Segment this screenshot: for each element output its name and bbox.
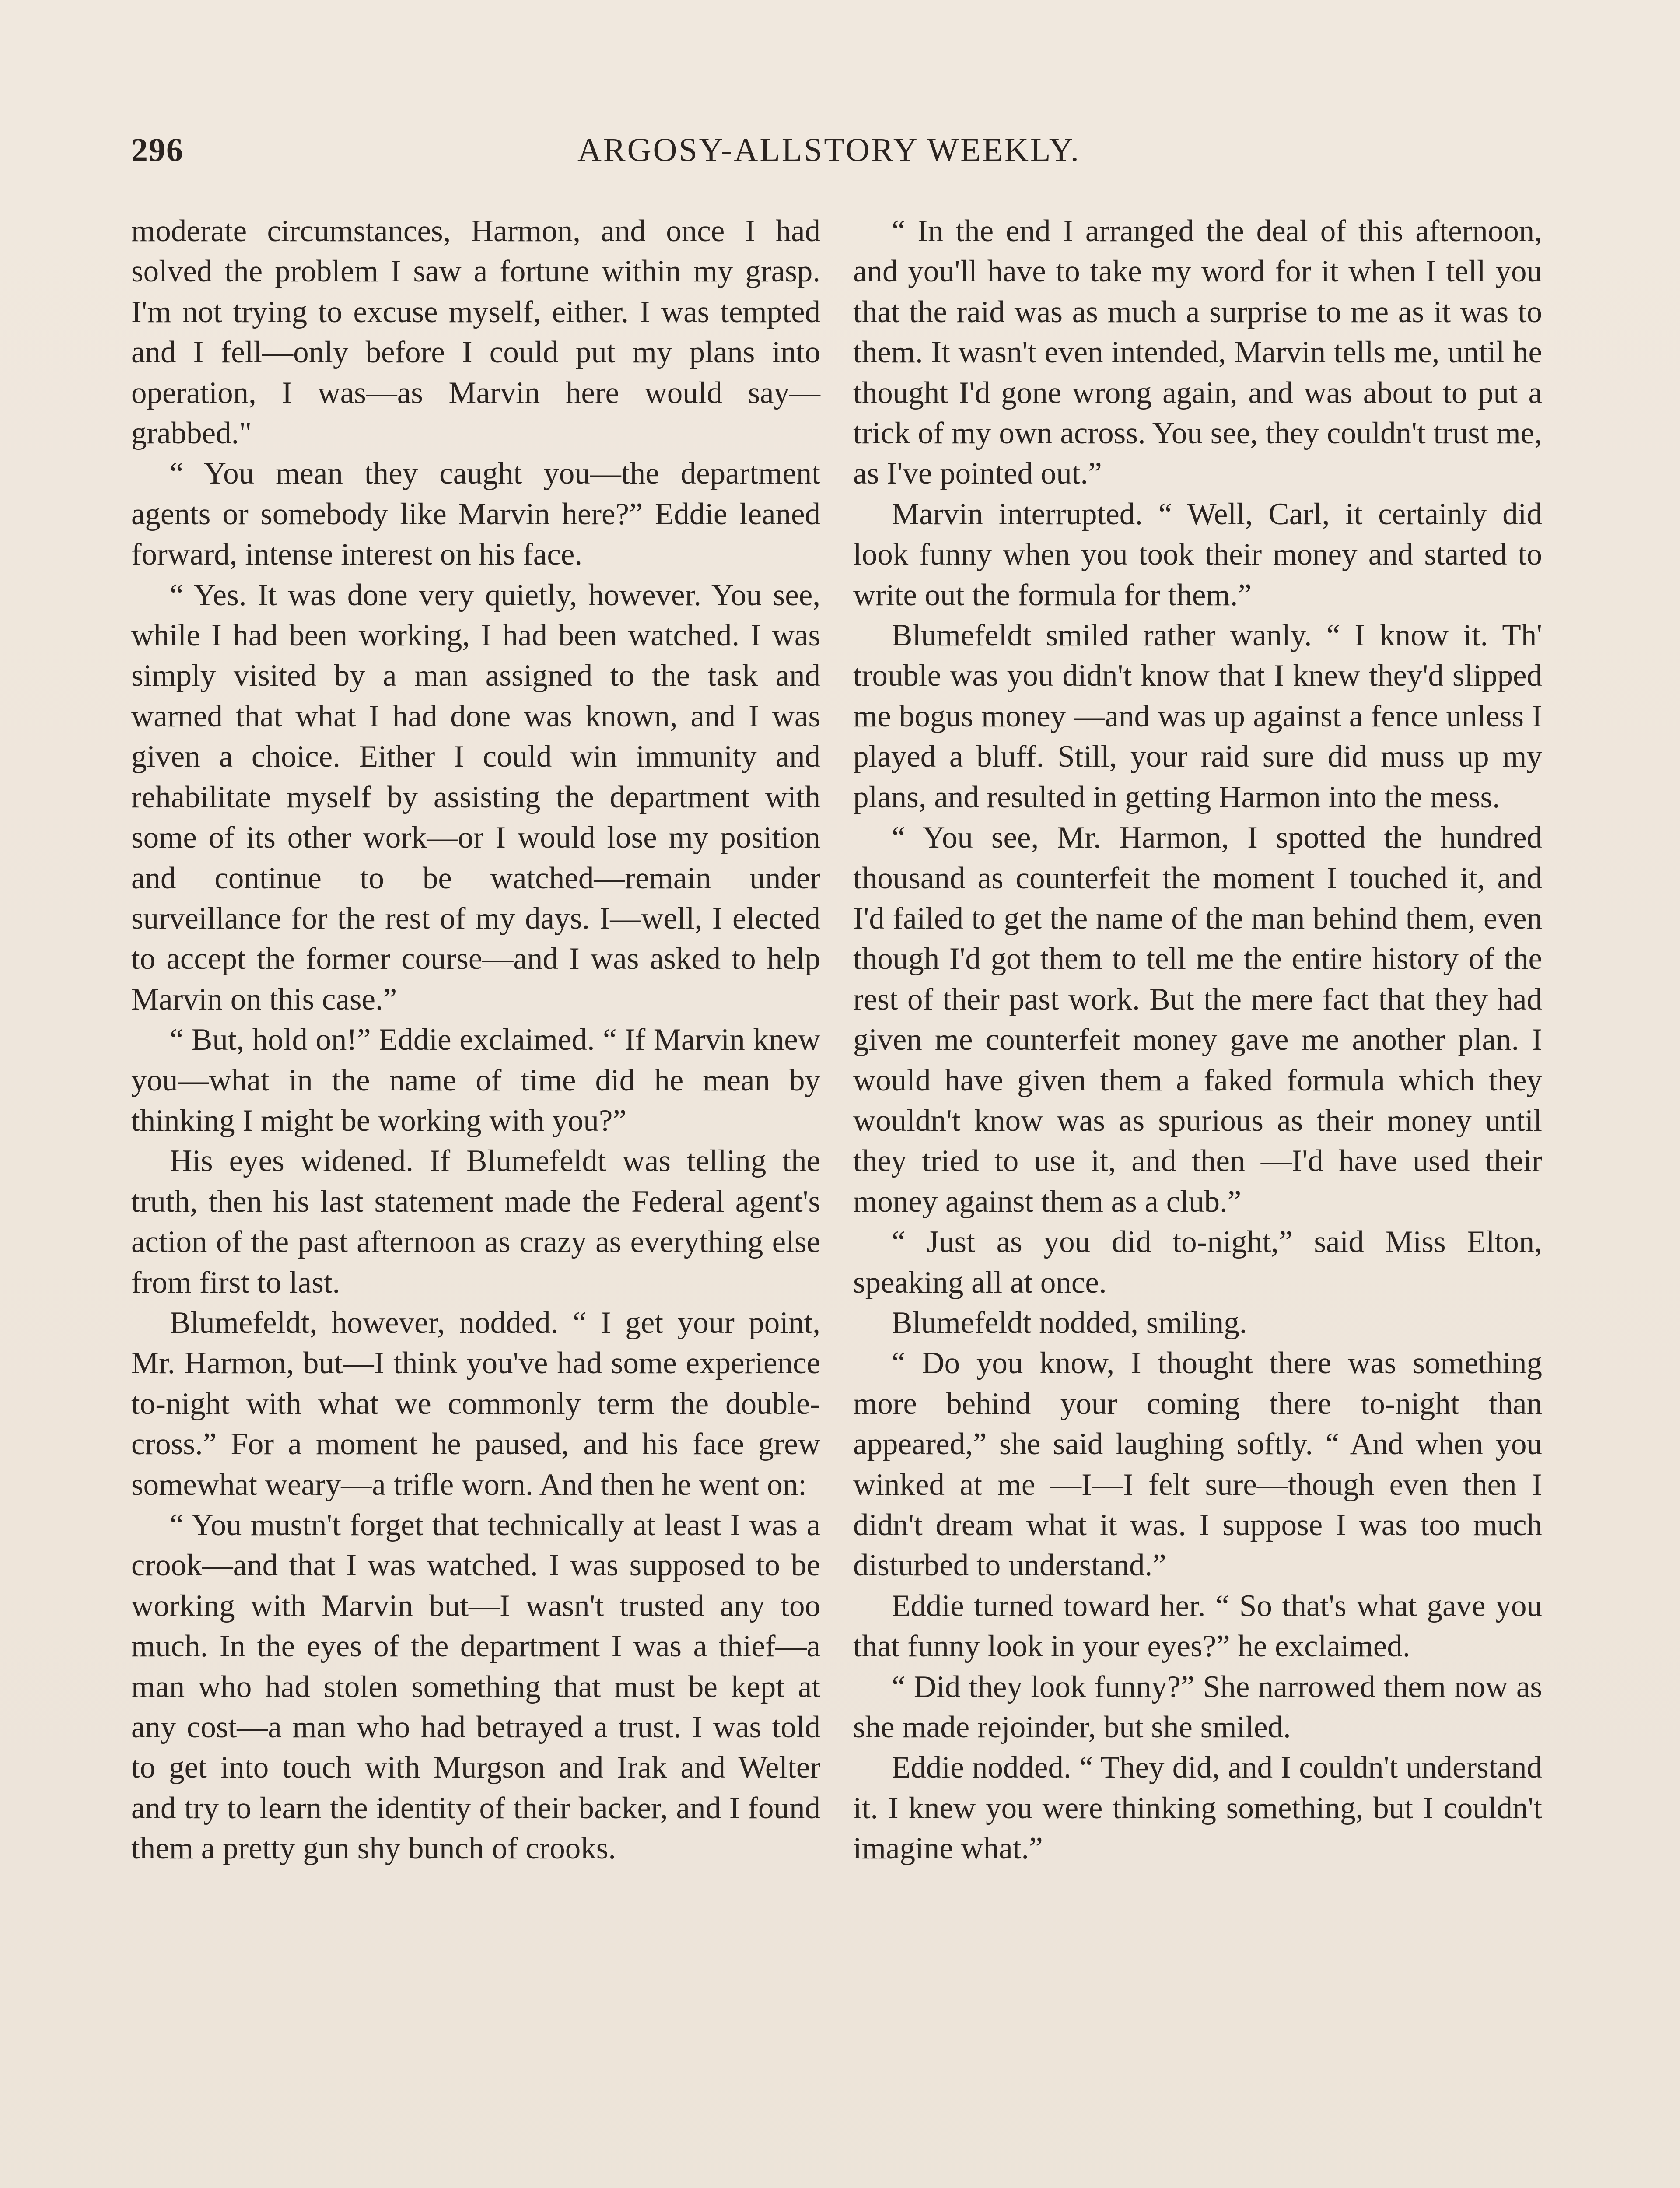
paragraph: Eddie nodded. “ They did, and I couldn't understand it. I knew you were thinking something, but I couldn't imagine what.”: [853, 1750, 1542, 1866]
paragraph: “ Just as you did to-night,” said Miss Elton, speaking all at once.: [853, 1225, 1542, 1300]
paragraph: “ You mustn't forget that technically at least I was a crook—and that I was watched. I was supposed to be working with Marvin but—I wasn't trusted any too much. In the eyes of the department I was a thief—a man who had stolen something that must be kept at any cost—a man who had betrayed a trust. I was told to get into touch with Murgson and Irak and Welter and try to learn the identity of their backer, and I found them a pretty gun shy bunch of crooks.: [131, 1508, 820, 1866]
paragraph: “ Yes. It was done very quietly, however. You see, while I had been working, I had been watched. I was simply visited by a man assigned to the task and warned that what I had done was known, and I was given a choice. Either I could win immunity and rehabilitate myself by assisting the department with some of its other work—or I would lose my position and continue to be watched—remain under surveillance for the rest of my days. I—well, I elected to accept the former course—and I was asked to help Marvin on this case.”: [131, 578, 820, 1017]
paragraph: “ You see, Mr. Harmon, I spotted the hundred thousand as counterfeit the moment I touched it, and I'd failed to get the name of the man behind them, even though I'd got them to tell me the entire history of the rest of their past work. But the mere fact that they had given me counterfeit money gave me another plan. I would have given them a faked formula which they wouldn't know was as spurious as their money until they tried to use it, and then —I'd have used their money against them as a club.”: [853, 820, 1542, 1219]
paragraph: “ Do you know, I thought there was something more behind your coming there to-night than appeared,” she said laughing softly. “ And when you winked at me —I—I felt sure—though even then I didn't dream what it was. I suppose I was too much disturbed to understand.”: [853, 1346, 1542, 1583]
page-header: [131, 131, 1527, 184]
paragraph: “ You mean they caught you—the department agents or somebody like Marvin here?” Eddie leaned forward, intense interest on his face.: [131, 456, 820, 572]
page-number: 296: [131, 132, 184, 168]
paragraph: moderate circumstances, Harmon, and once I had solved the problem I saw a fortune within my grasp. I'm not trying to excuse myself, either. I was tempted and I fell—only before I could put my plans into operation, I was—as Marvin here would say—grabbed.": [131, 214, 820, 451]
paragraph: Blumefeldt nodded, smiling.: [892, 1305, 1247, 1340]
right-column: [853, 211, 1542, 1869]
running-head: ARGOSY-ALLSTORY WEEKLY.: [578, 132, 1081, 168]
paragraph: Eddie turned toward her. “ So that's what gave you that funny look in your eyes?” he exclaimed.: [853, 1588, 1542, 1664]
paragraph: Blumefeldt smiled rather wanly. “ I know it. Th' trouble was you didn't know that I knew they'd slipped me bogus money —and was up against a fence unless I played a bluff. Still, your raid sure did muss up my plans, and resulted in getting Harmon into the mess.: [853, 618, 1542, 814]
paragraph: His eyes widened. If Blumefeldt was telling the truth, then his last statement made the Federal agent's action of the past afternoon as crazy as everything else from first to last.: [131, 1144, 820, 1300]
paragraph: Marvin interrupted. “ Well, Carl, it certainly did look funny when you took their money and started to write out the formula for them.”: [853, 497, 1542, 612]
paragraph: “ In the end I arranged the deal of this afternoon, and you'll have to take my word for it when I tell you that the raid was as much a surprise to me as it was to them. It wasn't even intended, Marvin tells me, until he thought I'd gone wrong again, and was about to put a trick of my own across. You see, they couldn't trust me, as I've pointed out.”: [853, 214, 1542, 491]
paragraph: “ Did they look funny?” She narrowed them now as she made rejoinder, but she smiled.: [853, 1669, 1542, 1745]
paragraph: “ But, hold on!” Eddie exclaimed. “ If Marvin knew you—what in the name of time did he mean by thinking I might be working with you?”: [131, 1023, 820, 1138]
left-column: [131, 211, 820, 1869]
paragraph: Blumefeldt, however, nodded. “ I get your point, Mr. Harmon, but—I think you've had some experience to-night with what we commonly term the double-cross.” For a moment he paused, and his face grew somewhat weary—a trifle worn. And then he went on:: [131, 1305, 820, 1502]
